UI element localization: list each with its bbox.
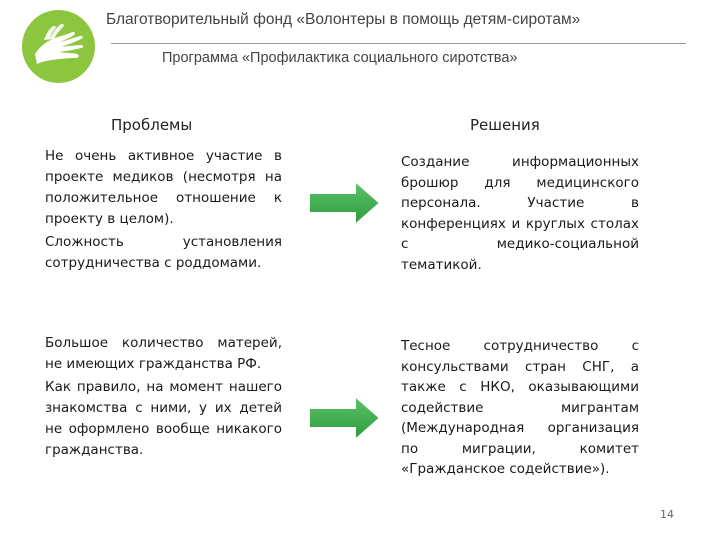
right-arrow-icon xyxy=(307,393,383,443)
problem-cell-2 xyxy=(45,333,282,461)
problem-text: Не очень активное участие в проекте медиков (несмотря на положительное отношение к проекту в целом). xyxy=(45,148,282,227)
page-number: 14 xyxy=(660,508,674,521)
problem-text: Как правило, на момент нашего знакомства с ними, у их детей не оформлено вообще никакого гражданства. xyxy=(45,379,282,458)
org-title: Благотворительный фонд «Волонтеры в помощь детям-сиротам» xyxy=(106,11,581,28)
hands-logo-icon xyxy=(22,10,95,83)
problem-cell-1 xyxy=(45,146,282,274)
right-arrow-icon xyxy=(307,178,383,228)
solution-cell-2: Тесное сотрудничество с консульствами стран СНГ, а также с НКО, оказывающими содействие мигрантам (Международная организация по миграции, комитет «Гражданское содействие»). xyxy=(401,338,639,477)
solutions-heading: Решения xyxy=(470,116,540,134)
problems-heading: Проблемы xyxy=(111,116,193,134)
header-divider xyxy=(111,43,686,44)
program-title: Программа «Профилактика социального сиротства» xyxy=(162,50,518,66)
problem-text: Сложность установления сотрудничества с роддомами. xyxy=(45,234,282,271)
solution-cell-1: Создание информационных брошюр для медицинского персонала. Участие в конференциях и круглых столах с медико-социальной тематикой. xyxy=(401,154,639,273)
problem-text: Большое количество матерей, не имеющих гражданства РФ. xyxy=(45,335,282,372)
